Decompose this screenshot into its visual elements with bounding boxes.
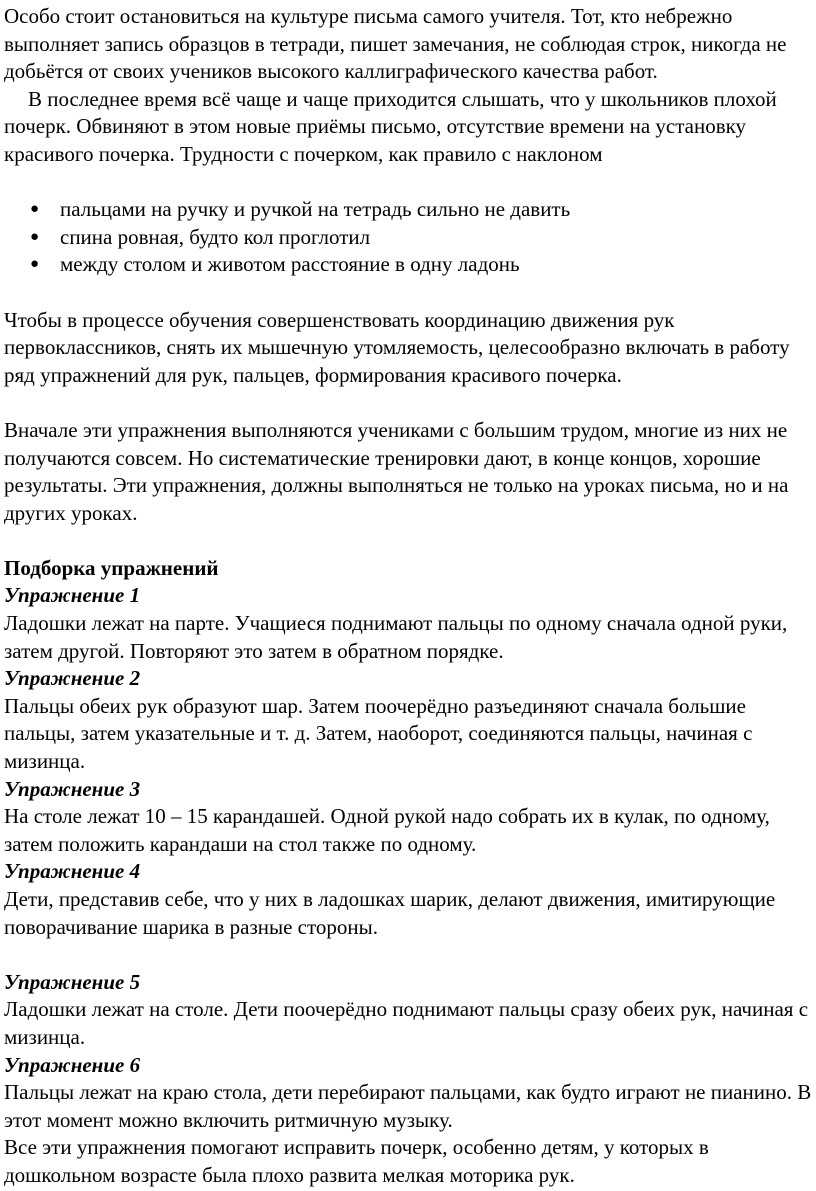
bullet-icon: ●	[30, 201, 40, 218]
exercise-title: Упражнение 5	[4, 969, 141, 994]
spacer	[4, 389, 812, 417]
list-item	[4, 251, 812, 279]
exercise-title: Упражнение 4	[4, 859, 141, 884]
exercise-title: Упражнение 6	[4, 1052, 141, 1077]
list-item-text: между столом и животом расстояние в одну ладонь	[60, 252, 520, 277]
exercise-text: Пальцы обеих рук образуют шар. Затем поочерёдно разъединяют сначала большие пальцы, затем указательные и т. д. Затем, наоборот, соединяются пальцы, начиная с мизинца.	[4, 693, 753, 774]
list-item-text: спина ровная, будто кол проглотил	[60, 224, 371, 249]
spacer	[4, 169, 812, 197]
posture-rules-list	[4, 196, 812, 279]
conclusion-paragraph: Все эти упражнения помогают исправить почерк, особенно детям, у которых в дошкольном возрасте была плохо развита мелкая моторика рук.	[4, 1135, 709, 1187]
spacer	[4, 279, 812, 307]
exercise-title: Упражнение 3	[4, 776, 141, 801]
paragraph-bad-handwriting: В последнее время всё чаще и чаще приходится слышать, что у школьников плохой почерк. Обвиняют в этом новые приёмы письмо, отсутствие времени на установку красивого почерка. Трудности с почерком, как правило с наклоном	[4, 86, 777, 166]
exercise-title: Упражнение 1	[4, 583, 141, 608]
list-item-text: пальцами на ручку и ручкой на тетрадь сильно не давить	[60, 197, 571, 222]
list-item	[4, 196, 812, 224]
list-item	[4, 224, 812, 252]
section-title: Подборка упражнений	[4, 555, 219, 580]
paragraph-coordination: Чтобы в процессе обучения совершенствовать координацию движения рук первоклассников, снять их мышечную утомляемость, целесообразно включать в работу ряд упражнений для рук, пальцев, формирования красивого почерка.	[4, 307, 790, 387]
spacer	[4, 941, 812, 969]
paragraph-teacher-writing-culture: Особо стоит остановиться на культуре письма самого учителя. Тот, кто небрежно выполняет запись образцов в тетради, пишет замечания, не соблюдая строк, никогда не добьётся от своих учеников высокого каллиграфического качества работ.	[4, 4, 787, 84]
bullet-icon: ●	[30, 228, 40, 245]
exercise-text: Дети, представив себе, что у них в ладошках шарик, делают движения, имитирующие поворачивание шарика в разные стороны.	[4, 887, 776, 939]
exercise-text: Пальцы лежат на краю стола, дети перебирают пальцами, как будто играют не пианино. В этот момент можно включить ритмичную музыку.	[4, 1080, 812, 1132]
bullet-icon: ●	[30, 256, 40, 273]
paragraph-training: Вначале эти упражнения выполняются учениками с большим трудом, многие из них не получаются совсем. Но систематические тренировки дают, в конце концов, хорошие результаты. Эти упражнения, должны выполняться не только на уроках письма, но и на других уроках.	[4, 417, 789, 525]
spacer	[4, 527, 812, 555]
exercise-title: Упражнение 2	[4, 666, 141, 691]
exercise-text: Ладошки лежат на столе. Дети поочерёдно поднимают пальцы сразу обеих рук, начиная с мизинца.	[4, 997, 809, 1049]
exercise-text: На столе лежат 10 – 15 карандашей. Одной рукой надо собрать их в кулак, по одному, затем положить карандаши на стол также по одному.	[4, 804, 770, 856]
exercise-text: Ладошки лежат на парте. Учащиеся поднимают пальцы по одному сначала одной руки, затем другой. Повторяют это затем в обратном порядке.	[4, 611, 788, 663]
